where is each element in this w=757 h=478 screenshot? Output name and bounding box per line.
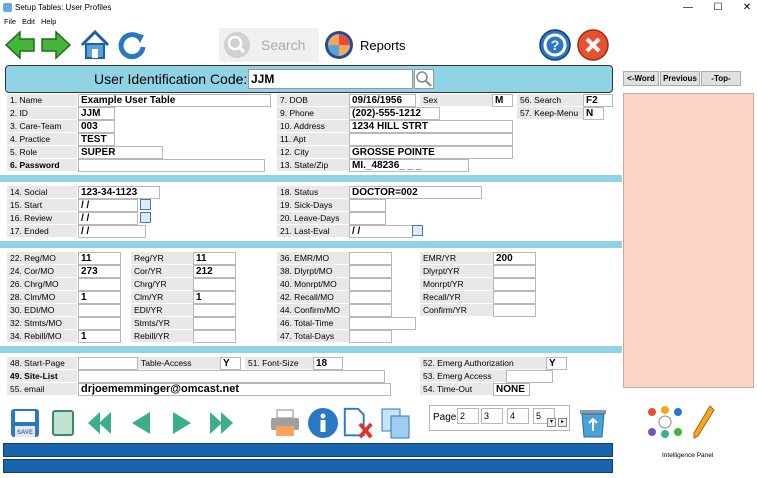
review-field[interactable]: / /: [78, 212, 138, 225]
ai-network-icon[interactable]: [646, 406, 684, 438]
time-out-field[interactable]: NONE: [493, 383, 530, 396]
site-list-label: 49. Site-List: [7, 370, 77, 382]
stmts-mo-field[interactable]: [78, 317, 121, 330]
reg-mo-field[interactable]: 11: [78, 252, 121, 265]
calendar-icon[interactable]: [140, 212, 151, 223]
copy-documents-icon[interactable]: [379, 406, 413, 440]
pencil-icon[interactable]: [692, 404, 716, 440]
maximize-button[interactable]: ☐: [713, 2, 723, 13]
password-field[interactable]: [78, 159, 265, 172]
name-label: 1. Name: [7, 94, 77, 106]
emerg-auth-field[interactable]: Y: [546, 357, 567, 370]
calendar-icon[interactable]: [140, 199, 151, 210]
leave-days-label: 20. Leave-Days: [277, 212, 349, 224]
address-field[interactable]: 1234 HILL STRT: [349, 120, 513, 133]
start-page-label: 48. Start-Page: [7, 357, 77, 369]
title-bar: [0, 0, 757, 16]
blank-page-icon[interactable]: [46, 406, 80, 440]
ended-label: 17. Ended: [7, 225, 77, 237]
emr-mo-field[interactable]: [349, 252, 392, 265]
monrpt-mo-field[interactable]: [349, 278, 392, 291]
calendar-icon[interactable]: [412, 225, 423, 236]
address-label: 10. Address: [277, 120, 349, 132]
state-zip-field[interactable]: MI._48236_ _ _: [349, 159, 469, 172]
back-arrow-icon[interactable]: [3, 28, 37, 62]
monrpt-yr-field[interactable]: [493, 278, 536, 291]
section-divider: [0, 241, 622, 248]
search-button[interactable]: [219, 28, 319, 62]
site-list-field[interactable]: [78, 370, 385, 383]
forward-arrow-icon[interactable]: [39, 28, 73, 62]
minimize-button[interactable]: —: [683, 2, 693, 13]
status-label: 18. Status: [277, 186, 349, 198]
cancel-icon[interactable]: [576, 28, 610, 62]
phone-label: 9. Phone: [277, 107, 349, 119]
ended-field[interactable]: / /: [78, 225, 146, 238]
reg-yr-label: Reg/YR: [131, 252, 193, 264]
status-bar: [3, 459, 613, 473]
page-5-button[interactable]: 5: [533, 408, 555, 424]
total-time-field[interactable]: [349, 317, 416, 330]
email-field[interactable]: drjoememminger@omcast.net: [78, 383, 391, 396]
uic-input[interactable]: JJM: [248, 69, 413, 89]
edi-yr-field[interactable]: [193, 304, 236, 317]
clm-yr-field[interactable]: 1: [193, 291, 236, 304]
edi-mo-field[interactable]: [78, 304, 121, 317]
care-team-label: 3. Care-Team: [7, 120, 77, 132]
keep-menu-label: 57. Keep-Menu: [517, 107, 583, 119]
state-zip-label: 13. State/Zip: [277, 159, 349, 171]
menu-edit[interactable]: Edit: [22, 17, 35, 26]
uic-label: User Identification Code:: [94, 71, 248, 87]
last-record-icon[interactable]: [204, 406, 238, 440]
page-down-arrow-icon[interactable]: ▾: [547, 418, 556, 427]
font-size-field[interactable]: 18: [313, 357, 343, 370]
search-key-field[interactable]: F2: [583, 94, 613, 107]
intelligence-panel-label: Intelligence Panel: [662, 452, 714, 459]
reg-mo-label: 22. Reg/MO: [7, 252, 77, 264]
refresh-icon[interactable]: [115, 28, 149, 62]
last-eval-field[interactable]: / /: [349, 225, 413, 238]
recall-yr-label: Recall/YR: [420, 291, 493, 303]
password-label: 6. Password: [7, 159, 77, 171]
monrpt-yr-label: Monrpt/YR: [420, 278, 493, 290]
help-icon[interactable]: [538, 28, 572, 62]
printer-icon[interactable]: [268, 406, 302, 440]
menu-bar: [0, 16, 757, 27]
time-out-label: 54. Time-Out: [420, 383, 493, 395]
delete-document-icon[interactable]: [341, 406, 375, 440]
save-icon[interactable]: [8, 406, 42, 440]
emr-mo-label: 36. EMR/MO: [277, 252, 349, 264]
cor-mo-label: 24. Cor/MO: [7, 265, 77, 277]
first-record-icon[interactable]: [83, 406, 117, 440]
chrg-mo-field[interactable]: [78, 278, 121, 291]
section-divider: [0, 346, 622, 353]
clm-mo-label: 28. Clm/MO: [7, 291, 77, 303]
recycle-bin-icon[interactable]: [576, 406, 610, 440]
rebill-yr-label: Rebill/YR: [131, 330, 193, 342]
total-time-label: 46. Total-Time: [277, 317, 349, 329]
sick-days-label: 19. Sick-Days: [277, 199, 349, 211]
status-field[interactable]: DOCTOR=002: [349, 186, 482, 199]
window-title: Setup Tables: User Profiles: [15, 3, 112, 12]
info-icon[interactable]: [306, 406, 340, 440]
page-3-button[interactable]: 3: [481, 408, 503, 424]
apt-field[interactable]: [349, 133, 513, 146]
word-button[interactable]: <-Word: [623, 71, 659, 86]
id-label: 2. ID: [7, 107, 77, 119]
page-right-arrow-icon[interactable]: ▸: [558, 418, 567, 427]
svg-text:SAVE: SAVE: [17, 430, 33, 436]
reports-icon: [324, 30, 354, 60]
city-label: 12. City: [277, 146, 349, 158]
recall-mo-field[interactable]: [349, 291, 392, 304]
top-button[interactable]: -Top-: [701, 71, 741, 86]
chrg-yr-label: Chrg/YR: [131, 278, 193, 290]
start-label: 15. Start: [7, 199, 77, 211]
emerg-auth-label: 52. Emerg Authorization: [420, 357, 546, 369]
status-bar: [3, 443, 613, 457]
search-label: Search: [261, 37, 306, 53]
practice-label: 4. Practice: [7, 133, 77, 145]
page-4-button[interactable]: 4: [507, 408, 529, 424]
emr-yr-field[interactable]: 200: [493, 252, 536, 265]
recall-mo-label: 42. Recall/MO: [277, 291, 349, 303]
cor-mo-field[interactable]: 273: [78, 265, 121, 278]
menu-help[interactable]: Help: [41, 17, 57, 26]
emr-yr-label: EMR/YR: [420, 252, 493, 264]
city-field[interactable]: GROSSE POINTE: [349, 146, 513, 159]
page-label: Page: [433, 412, 457, 423]
dob-label: 7. DOB: [277, 94, 349, 106]
social-field[interactable]: 123-34-1123: [78, 186, 160, 199]
previous-button[interactable]: Previous: [660, 71, 700, 86]
practice-field[interactable]: TEST: [78, 133, 115, 146]
search-icon: [223, 31, 251, 59]
stmts-mo-label: 32. Stmts/MO: [7, 317, 77, 329]
next-record-icon[interactable]: [165, 406, 199, 440]
dlyrpt-yr-field[interactable]: [493, 265, 536, 278]
start-page-field[interactable]: [78, 357, 138, 370]
app-icon: [3, 3, 12, 12]
role-field[interactable]: SUPER: [78, 146, 163, 159]
uic-bar: [5, 65, 613, 93]
pager: [429, 405, 570, 431]
care-team-field[interactable]: 003: [78, 120, 115, 133]
monrpt-mo-label: 40. Monrpt/MO: [277, 278, 349, 290]
dlyrpt-mo-field[interactable]: [349, 265, 392, 278]
table-access-label: Table-Access: [138, 357, 220, 369]
side-panel: [623, 93, 754, 388]
keep-menu-field[interactable]: N: [583, 107, 604, 120]
clm-mo-field[interactable]: 1: [78, 291, 121, 304]
reports-label: Reports: [360, 38, 406, 53]
sex-label: Sex: [420, 94, 492, 106]
review-label: 16. Review: [7, 212, 77, 224]
menu-file[interactable]: File: [4, 17, 17, 26]
rebill-yr-field[interactable]: [193, 330, 236, 343]
phone-field[interactable]: (202)-555-1212: [349, 107, 440, 120]
sick-days-field[interactable]: [349, 199, 386, 212]
confirm-mo-label: 44. Confirm/MO: [277, 304, 349, 316]
total-days-label: 47. Total-Days: [277, 330, 349, 342]
sex-field[interactable]: M: [492, 94, 513, 107]
uic-search-button[interactable]: [414, 69, 434, 89]
reports-button[interactable]: [322, 28, 422, 62]
stmts-yr-field[interactable]: [193, 317, 236, 330]
confirm-yr-field[interactable]: [493, 304, 536, 317]
section-divider: [0, 175, 622, 182]
confirm-yr-label: Confirm/YR: [420, 304, 493, 316]
search-key-label: 56. Search: [517, 94, 583, 106]
close-window-button[interactable]: ✕: [742, 2, 752, 13]
svg-text:?: ?: [550, 37, 560, 53]
rebill-mo-field[interactable]: 1: [78, 330, 121, 343]
role-label: 5. Role: [7, 146, 77, 158]
reg-yr-field[interactable]: 11: [193, 252, 236, 265]
cor-yr-label: Cor/YR: [131, 265, 193, 277]
recall-yr-field[interactable]: [493, 291, 536, 304]
dlyrpt-mo-label: 38. Dlyrpt/MO: [277, 265, 349, 277]
edi-yr-label: EDI/YR: [131, 304, 193, 316]
table-access-field[interactable]: Y: [220, 357, 241, 370]
cor-yr-field[interactable]: 212: [193, 265, 236, 278]
email-label: 55. email: [7, 383, 77, 395]
chrg-mo-label: 26. Chrg/MO: [7, 278, 77, 290]
font-size-label: 51. Font-Size: [245, 357, 313, 369]
leave-days-field[interactable]: [349, 212, 386, 225]
name-field[interactable]: Example User Table: [78, 94, 271, 107]
confirm-mo-field[interactable]: [349, 304, 392, 317]
social-label: 14. Social: [7, 186, 77, 198]
edi-mo-label: 30. EDI/MO: [7, 304, 77, 316]
apt-label: 11. Apt: [277, 133, 349, 145]
previous-record-icon[interactable]: [124, 406, 158, 440]
chrg-yr-field[interactable]: [193, 278, 236, 291]
magnifier-icon: [415, 70, 433, 88]
page-2-button[interactable]: 2: [457, 408, 479, 424]
dob-field[interactable]: 09/16/1956: [349, 94, 416, 107]
total-days-field[interactable]: [349, 330, 392, 343]
dlyrpt-yr-label: Dlyrpt/YR: [420, 265, 493, 277]
home-icon[interactable]: [78, 28, 112, 62]
start-field[interactable]: / /: [78, 199, 138, 212]
last-eval-label: 21. Last-Eval: [277, 225, 349, 237]
emerg-access-label: 53. Emerg Access: [420, 370, 506, 382]
id-field[interactable]: JJM: [78, 107, 115, 120]
stmts-yr-label: Stmts/YR: [131, 317, 193, 329]
emerg-access-field[interactable]: [506, 370, 553, 383]
clm-yr-label: Clm/YR: [131, 291, 193, 303]
rebill-mo-label: 34. Rebill/MO: [7, 330, 77, 342]
